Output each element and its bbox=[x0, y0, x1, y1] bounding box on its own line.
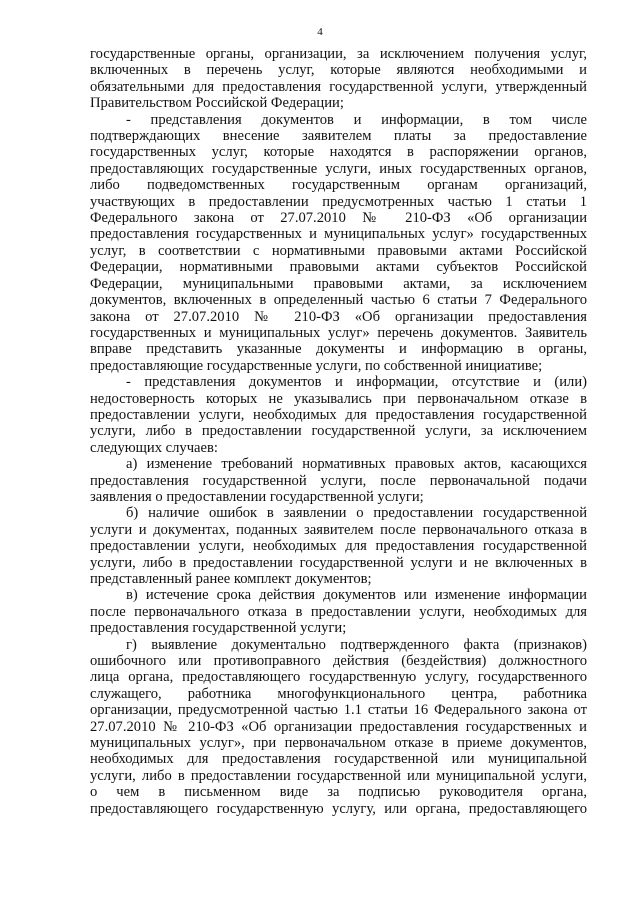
text-line: обязательными для предоставления государственной услуги, утвержденный bbox=[90, 78, 587, 95]
text-line: услуг, в соответствии с нормативными правовыми актами Российской bbox=[90, 242, 587, 259]
text-line: недостоверность которых не указывались при первоначальном отказе в bbox=[90, 390, 587, 407]
text-line: предоставления государственной услуги; bbox=[90, 620, 347, 637]
text-line: предоставления государственных и муниципальных услуг» государственных bbox=[90, 226, 587, 243]
text-line: необходимых для предоставления государственной или муниципальной bbox=[90, 751, 587, 768]
text-line: служащего, работника многофункционального центра, работника bbox=[90, 685, 587, 702]
text-line: государственные органы, организации, за исключением получения услуг, bbox=[90, 46, 587, 62]
text-line: подтверждающих внесение заявителем платы за предоставление bbox=[90, 128, 587, 145]
text-line: вправе представить указанные документы и информацию в органы, bbox=[90, 341, 587, 358]
page-number: 4 bbox=[317, 26, 323, 38]
text-line: о чем в письменном виде за подписью руководителя органа, bbox=[90, 784, 587, 801]
text-line: услуги и документах, поданных заявителем после первоначального отказа в bbox=[90, 521, 587, 538]
text-line: государственных и муниципальных услуг» перечень документов. Заявитель bbox=[90, 324, 587, 341]
text-line: закона от 27.07.2010 № 210-ФЗ «Об организации предоставления bbox=[90, 308, 587, 325]
text-line: услуги, либо в предоставлении государственной услуги, за исключением bbox=[90, 423, 587, 440]
text-line: документов, включенных в определенный частью 6 статьи 7 Федерального bbox=[90, 292, 587, 309]
text-line: Федерации, муниципальными правовыми актами, за исключением bbox=[90, 275, 587, 292]
text-line: предоставлении услуги, необходимых для предоставления государственной bbox=[90, 406, 587, 423]
text-line: Федерации, нормативными правовыми актами субъектов Российской bbox=[90, 259, 587, 276]
text-line: 27.07.2010 № 210-ФЗ «Об организации предоставления государственных и bbox=[90, 718, 587, 735]
text-line: а) изменение требований нормативных правовых актов, касающихся bbox=[126, 456, 587, 473]
text-line: организации, предусмотренной частью 1.1 статьи 16 Федерального закона от bbox=[90, 702, 587, 719]
text-line: после первоначального отказа в предоставлении услуги, необходимых для bbox=[90, 603, 587, 620]
text-line: Правительством Российской Федерации; bbox=[90, 95, 344, 112]
text-line: предоставляющего государственную услугу, или органа, предоставляющего bbox=[90, 800, 587, 817]
document-body bbox=[90, 46, 587, 817]
text-line: заявления о предоставлении государственной услуги; bbox=[90, 488, 424, 505]
text-line: услуги, либо в предоставлении государственной услуги и не включенных в bbox=[90, 554, 587, 571]
text-line: представленный ранее комплект документов; bbox=[90, 571, 372, 587]
text-line: предоставления государственной услуги, после первоначальной подачи bbox=[90, 472, 587, 489]
text-line: предоставлении услуги, необходимых для предоставления государственной bbox=[90, 538, 587, 555]
text-line: Федерального закона от 27.07.2010 № 210-ФЗ «Об организации bbox=[90, 210, 587, 227]
text-line: - представления документов и информации, отсутствие и (или) bbox=[126, 374, 587, 391]
text-line: - представления документов и информации, в том числе bbox=[126, 111, 587, 128]
text-line: г) выявление документально подтвержденного факта (признаков) bbox=[126, 636, 587, 653]
text-line: участвующих в предоставлении предусмотренных частью 1 статьи 1 bbox=[90, 193, 587, 210]
text-line: лица органа, предоставляющего государственную услугу, государственного bbox=[90, 669, 587, 686]
text-line: либо подведомственных государственным органам организаций, bbox=[90, 177, 587, 194]
text-line: б) наличие ошибок в заявлении о предоставлении государственной bbox=[126, 505, 587, 522]
text-line: государственных услуг, которые находятся в распоряжении органов, bbox=[90, 144, 587, 161]
text-line: следующих случаев: bbox=[90, 439, 218, 456]
text-line: в) истечение срока действия документов или изменение информации bbox=[126, 587, 587, 604]
text-line: муниципальных услуг», при первоначальном отказе в приеме документов, bbox=[90, 735, 587, 752]
text-line: предоставляющих государственные услуги, иных государственных органов, bbox=[90, 160, 587, 177]
text-line: услуги, либо в предоставлении государственной или муниципальной услуги, bbox=[90, 767, 587, 784]
text-line: включенных в перечень услуг, которые являются необходимыми и bbox=[90, 62, 587, 79]
text-line: предоставляющие государственные услуги, по собственной инициативе; bbox=[90, 357, 543, 374]
text-line: ошибочного или противоправного действия (бездействия) должностного bbox=[90, 653, 587, 670]
